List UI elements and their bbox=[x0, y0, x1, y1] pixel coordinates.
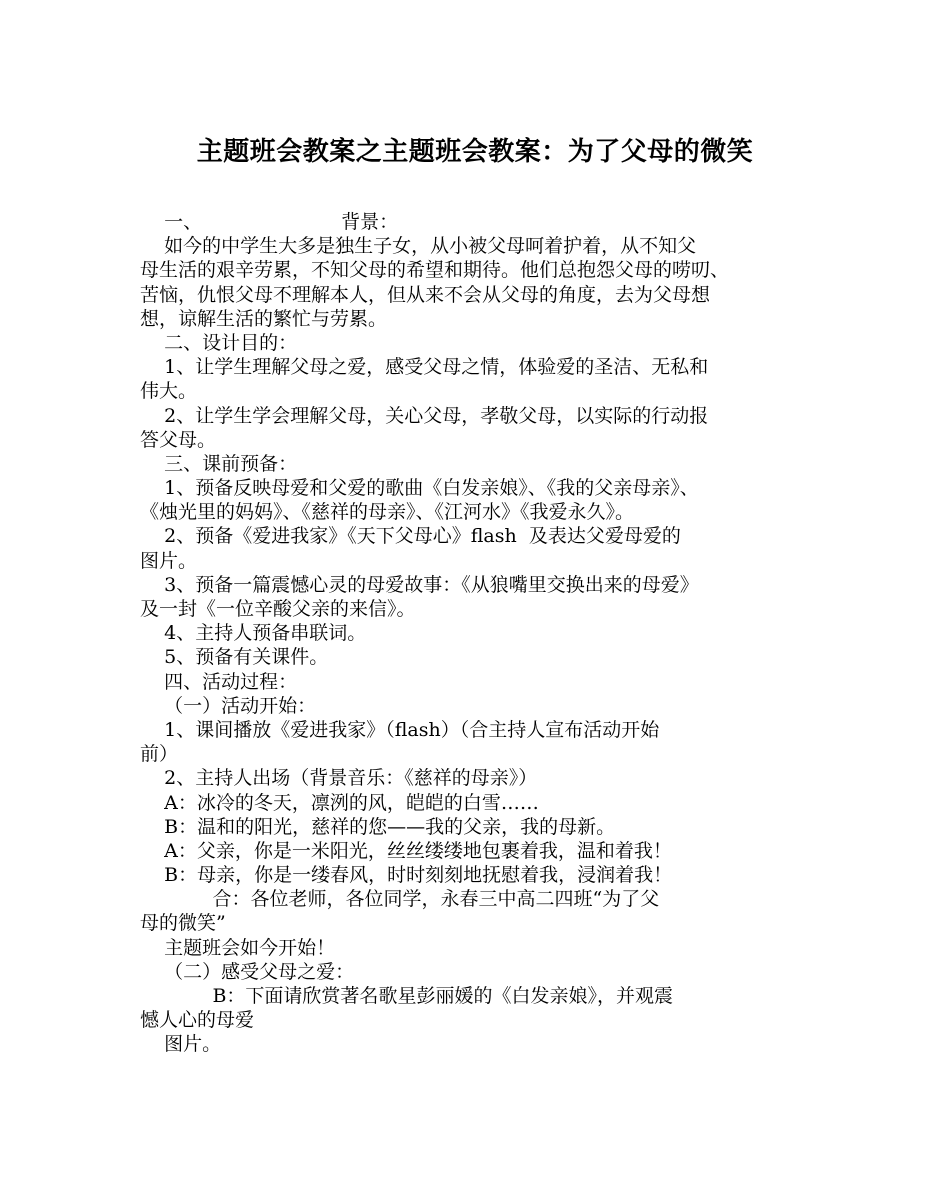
text-line: （一）活动开始： bbox=[140, 694, 317, 717]
text-line: 如今的中学生大多是独生子女，从小被父母呵着护着，从不知父 bbox=[140, 235, 697, 258]
text-line: A：冰冷的冬天，凛洌的风，皑皑的白雪…… bbox=[140, 791, 539, 814]
text-line: 三、课前预备： bbox=[140, 452, 298, 475]
text-line: B：母亲，你是一缕春风，时时刻刻地抚慰着我，浸润着我！ bbox=[140, 864, 673, 887]
text-line: 前） bbox=[140, 743, 179, 766]
text-line: 及一封《一位辛酸父亲的来信》。 bbox=[140, 598, 416, 620]
text-line: 4、主持人预备串联词。 bbox=[140, 622, 367, 645]
text-line: 憾人心的母爱 bbox=[140, 1009, 255, 1032]
text-line: 1、让学生理解父母之爱，感受父母之情，体验爱的圣洁、无私和 bbox=[140, 356, 709, 379]
text-line: 苦恼，仇恨父母不理解本人，但从来不会从父母的角度，去为父母想 bbox=[140, 283, 711, 306]
document-title: 主题班会教案之主题班会教案：为了父母的微笑 bbox=[196, 137, 754, 167]
text-line: 想，谅解生活的繁忙与劳累。 bbox=[140, 307, 388, 330]
text-line: A：父亲，你是一米阳光，丝丝缕缕地包裹着我，温和着我！ bbox=[140, 839, 672, 862]
text-line: 答父母。 bbox=[140, 428, 217, 451]
document-body bbox=[140, 210, 814, 1057]
text-line: 母生活的艰辛劳累，不知父母的希望和期待。他们总抱怨父母的唠叨、 bbox=[140, 259, 730, 282]
text-line: 一、 背景： bbox=[140, 211, 399, 233]
text-line: （二）感受父母之爱： bbox=[140, 960, 355, 983]
text-line: 图片。 bbox=[140, 549, 198, 572]
text-line: 合：各位老师，各位同学，永春三中高二四班“为了父 bbox=[140, 888, 660, 911]
text-line: 二、设计目的： bbox=[140, 331, 298, 354]
text-line: 1、课间播放《爱进我家》（flash）（合主持人宣布活动开始 bbox=[140, 718, 660, 741]
text-line: 四、活动过程： bbox=[140, 670, 298, 693]
text-line: 2、预备《爱进我家》《天下父母心》flash 及表达父爱母爱的 bbox=[140, 525, 681, 548]
text-line: 主题班会如今开始！ bbox=[140, 936, 336, 959]
text-line: 图片。 bbox=[140, 1033, 222, 1056]
text-line: 1、预备反映母爱和父爱的歌曲《白发亲娘》、《我的父亲母亲》、 bbox=[140, 477, 699, 500]
text-line: B：下面请欣赏著名歌星彭丽媛的《白发亲娘》，并观震 bbox=[140, 985, 673, 1007]
text-line: 伟大。 bbox=[140, 380, 198, 403]
text-line: 2、主持人出场（背景音乐：《慈祥的母亲》） bbox=[140, 767, 538, 790]
text-line: 5、预备有关课件。 bbox=[140, 646, 329, 669]
text-line: B：温和的阳光，慈祥的您——我的父亲，我的母新。 bbox=[140, 815, 616, 838]
text-line: 3、预备一篇震憾心灵的母爱故事：《从狼嘴里交换出来的母爱》 bbox=[140, 573, 699, 596]
text-line: 《烛光里的妈妈》、《慈祥的母亲》、《江河水》《我爱永久》。 bbox=[140, 501, 635, 524]
text-line: 母的微笑” bbox=[140, 912, 226, 935]
text-line: 2、让学生学会理解父母，关心父母，孝敬父母，以实际的行动报 bbox=[140, 404, 709, 427]
